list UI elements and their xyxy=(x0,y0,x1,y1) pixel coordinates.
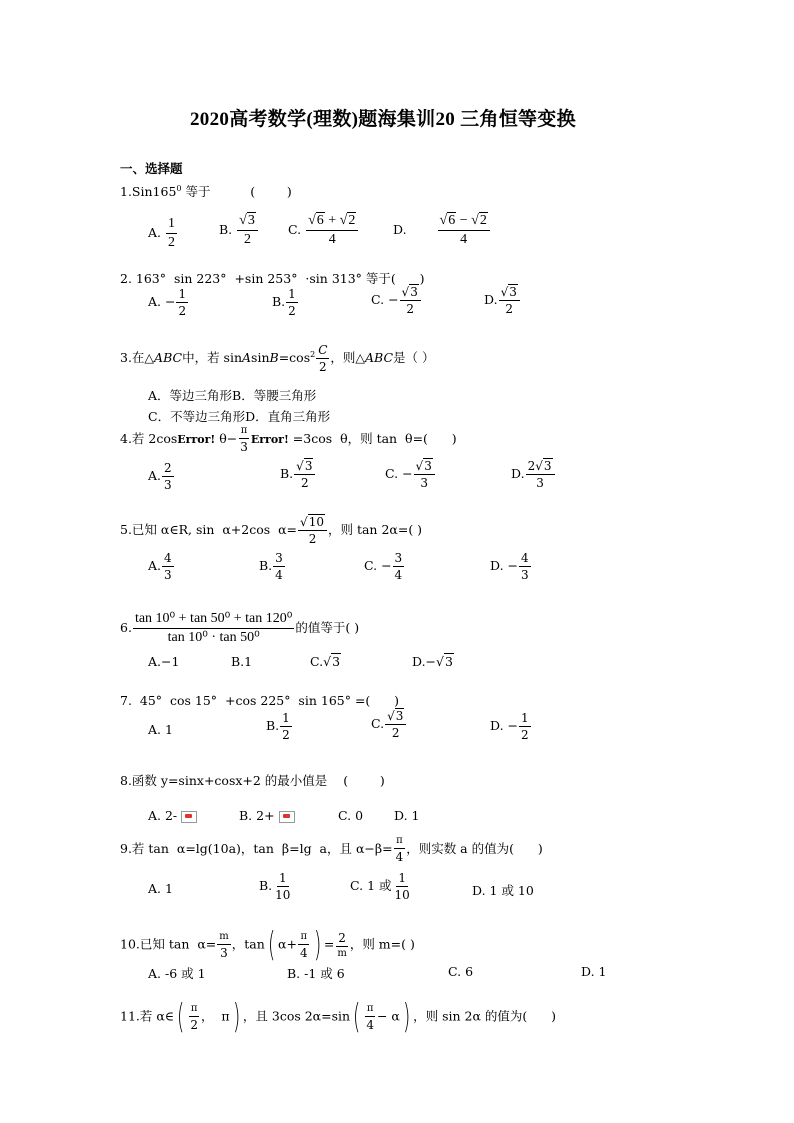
q9-option-d: D. 1 或 10 xyxy=(472,883,534,898)
q2-option-c: C. − $\frac{√3}{2}$ xyxy=(371,286,422,315)
q7-option-c: C. $\frac{√3}{2}$ xyxy=(371,710,407,739)
question-11: 11.若 α∈( $\frac{\pi}{2}$ ， π) ，且 3cos 2α=sin( $\frac{\pi}{4}$ − α) ，则 sin 2α 的值为( ) xyxy=(120,997,556,1037)
broken-image-icon xyxy=(181,811,197,823)
question-6: 6. $\frac{\text{tan 10⁰ + tan 50⁰ + tan 120⁰}}{\text{tan 10⁰ · tan 50⁰}}$ 的值等于( ) xyxy=(120,611,360,645)
q10-option-d: D. 1 xyxy=(581,964,607,979)
q6-option-a: A.−1 xyxy=(148,654,180,669)
question-5: 5.已知 α∈R, sin α+2cos α= $\frac{√10}{2}$ ，则 tan 2α=( ) xyxy=(120,515,423,546)
question-9: 9.若 tan α=lg(10a)，tan β=lg a，且 α−β= $\frac{\pi}{4}$ ，则实数 a 的值为( ) xyxy=(120,835,543,864)
q8-option-d: D. 1 xyxy=(394,808,420,823)
q10-option-b: B. -1 或 6 xyxy=(287,966,345,981)
question-10: 10.已知 tan α= $\frac{m}{3}$ ，tan( α+ $\frac{\pi}{4}$ ) = $\frac{2}{m}$ ，则 m=( ) xyxy=(120,925,415,965)
question-4: 4.若 2cosError! θ− $\frac{\pi}{3}$ Error! =3cos θ，则 tan θ=( ) xyxy=(120,425,457,454)
q1-option-a: A. $\frac{1}{2}$ xyxy=(148,216,175,250)
q10-option-a: A. -6 或 1 xyxy=(148,966,206,981)
question-3: 3.在△ABC中，若 $sinAsinB=\cos^2$ $\frac{C}{2}$ ，则△ABC是（ ） xyxy=(120,343,435,374)
q7-option-d: D. − $\frac{1}{2}$ xyxy=(490,711,529,742)
q5-option-c: C. − $\frac{3}{4}$ xyxy=(364,551,403,582)
q9-option-c: C. 1 或 $\frac{1}{10}$ xyxy=(350,871,410,902)
question-2: 2. 163° sin 223° +sin 253° ·sin 313° 等于( ) xyxy=(120,271,425,286)
q5-option-d: D. − $\frac{4}{3}$ xyxy=(490,551,529,582)
q5-option-a: A. $\frac{4}{3}$ xyxy=(148,551,172,582)
q6-option-d: D.−√3 xyxy=(412,654,453,669)
question-7: 7. 45° cos 15° +cos 225° sin 165° =( ) xyxy=(120,693,400,708)
q4-option-c: C. − $\frac{√3}{3}$ xyxy=(385,460,436,489)
q1-option-d: D. $\frac{√6 - √2}{4}$ xyxy=(393,214,491,247)
q6-option-c: C.√3 xyxy=(310,654,341,669)
q6-option-b: B.1 xyxy=(231,654,253,669)
question-8: 8.函数 y=sinx+cosx+2 的最小值是 ( ) xyxy=(120,773,385,788)
q4-option-b: B. $\frac{√3}{2}$ xyxy=(280,460,316,489)
q9-option-a: A. 1 xyxy=(148,881,173,896)
q3-options-line-1: A．等边三角形B．等腰三角形 xyxy=(148,388,317,403)
q1-option-b: B. $\frac{√3}{2}$ xyxy=(219,214,259,247)
q2-option-a: A. − $\frac{1}{2}$ xyxy=(148,287,187,318)
q7-option-b: B. $\frac{1}{2}$ xyxy=(266,711,290,742)
q7-option-a: A. 1 xyxy=(148,722,173,737)
q4-option-d: D. $\frac{2√3}{3}$ xyxy=(511,460,556,489)
q2-option-d: D. $\frac{√3}{2}$ xyxy=(484,286,521,315)
q4-option-a: A. $\frac{2}{3}$ xyxy=(148,461,172,492)
q8-option-b: B. 2+ xyxy=(239,808,295,823)
q10-option-c: C. 6 xyxy=(448,964,474,979)
q1-option-c: C. $\frac{√6 + √2}{4}$ xyxy=(288,214,359,247)
page-title: 2020高考数学(理数)题海集训20 三角恒等变换 xyxy=(190,109,576,130)
q9-option-b: B. $\frac{1}{10}$ xyxy=(259,871,291,902)
question-1: $1.Sin165^0$ 等于 ( ) xyxy=(120,183,292,199)
q3-options-line-2: C．不等边三角形D．直角三角形 xyxy=(148,409,331,424)
broken-image-icon xyxy=(279,811,295,823)
q8-option-a: A. 2- xyxy=(148,808,197,823)
q2-option-b: B. $\frac{1}{2}$ xyxy=(272,287,296,318)
q5-option-b: B. $\frac{3}{4}$ xyxy=(259,551,283,582)
section-heading: 一、选择题 xyxy=(120,161,183,176)
q8-option-c: C. 0 xyxy=(338,808,364,823)
